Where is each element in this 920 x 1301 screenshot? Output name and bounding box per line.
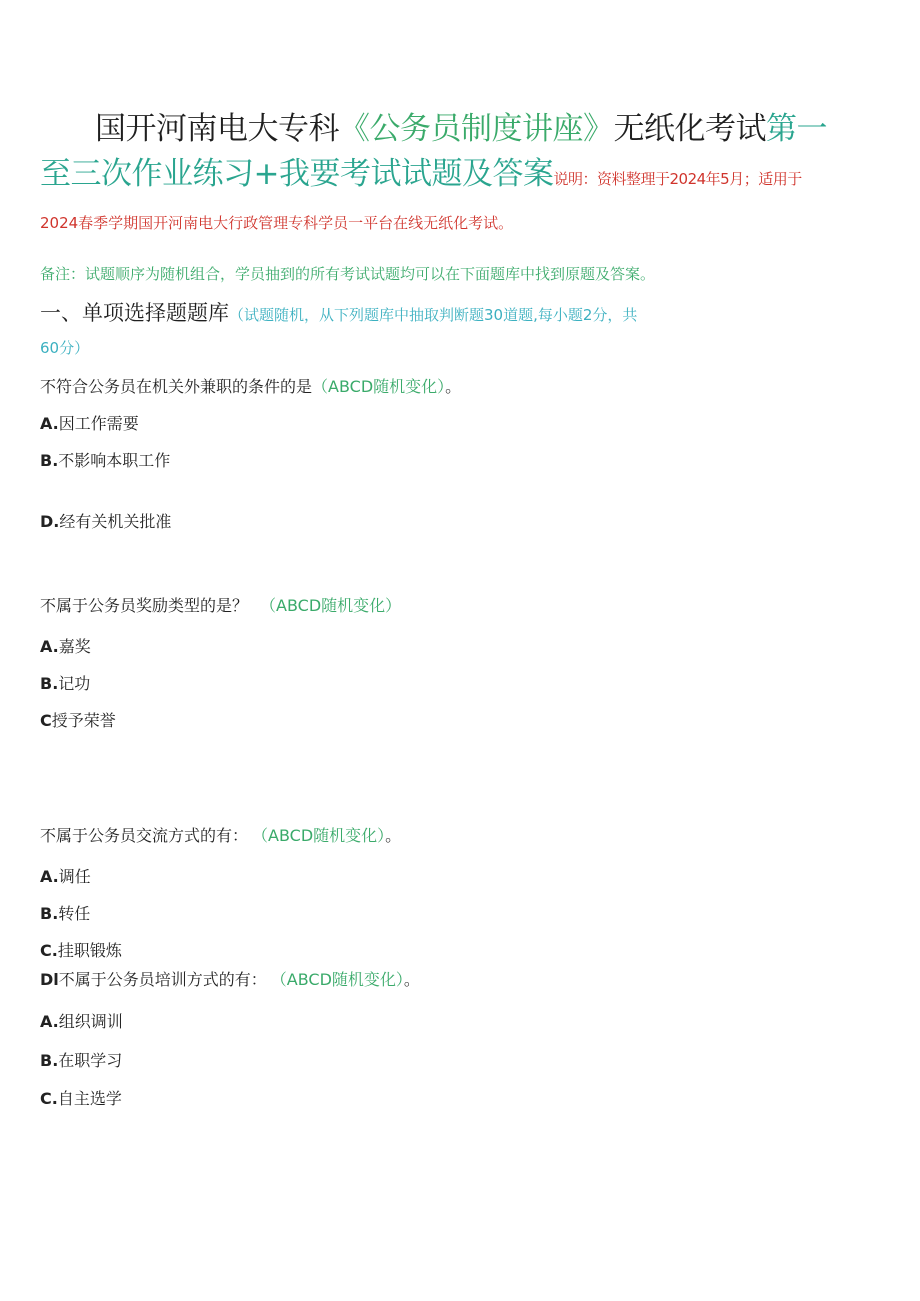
- option-text: 自主选学: [57, 1089, 122, 1108]
- answer-option: [40, 708, 116, 731]
- option-letter: B.: [40, 674, 59, 693]
- option-text: 挂职锻炼: [57, 941, 122, 960]
- question-text: 不属于公务员交流方式的有：: [40, 826, 249, 845]
- option-letter: A.: [40, 867, 59, 886]
- answer-option: [40, 1086, 122, 1109]
- option-letter: A.: [40, 414, 59, 433]
- option-letter: C.: [40, 1089, 58, 1108]
- option-text: 授予荣誉: [51, 711, 116, 730]
- question-text: 不符合公务员在机关外兼职的条件的是: [40, 377, 313, 396]
- question-tail: 。: [385, 826, 402, 845]
- title-segment: 至三次作业练习+我要考试试题及答案: [40, 156, 554, 192]
- question-prefix: Dl: [40, 970, 59, 989]
- option-letter: A.: [40, 637, 59, 656]
- section-note-continued: 60分）: [40, 339, 90, 357]
- question-text: 不属于公务员奖励类型的是？: [40, 596, 249, 615]
- remark-text: 备注：试题顺序为随机组合，学员抽到的所有考试试题均可以在下面题库中找到原题及答案。: [40, 265, 656, 283]
- title-segment: 第一: [766, 111, 827, 147]
- title-course-name: 《公务员制度讲座》: [339, 111, 614, 147]
- option-text: 在职学习: [58, 1051, 123, 1070]
- question-tail: 。: [445, 377, 462, 396]
- question-tag: （ABCD随机变化）: [312, 377, 446, 396]
- option-letter: C.: [40, 941, 58, 960]
- option-letter: D.: [40, 512, 60, 531]
- question-stem: [40, 374, 461, 397]
- answer-option: [40, 448, 170, 471]
- answer-option: [40, 634, 91, 657]
- option-letter: B.: [40, 1051, 59, 1070]
- document-title-line-1: [95, 108, 827, 150]
- option-text: 嘉奖: [58, 637, 91, 656]
- option-text: 不影响本职工作: [58, 451, 171, 470]
- question-stem: [40, 967, 420, 990]
- option-text: 调任: [58, 867, 91, 886]
- answer-option: [40, 864, 91, 887]
- option-text: 转任: [58, 904, 91, 923]
- option-letter: A.: [40, 1012, 59, 1031]
- title-segment: 无纸化考试: [613, 111, 766, 147]
- question-stem: [40, 823, 401, 846]
- option-text: 因工作需要: [58, 414, 139, 433]
- question-stem: [40, 593, 401, 616]
- section-heading: [40, 297, 637, 327]
- title-segment: 国开河南电大专科: [95, 111, 339, 147]
- option-text: 记功: [58, 674, 91, 693]
- answer-option: [40, 1009, 123, 1032]
- option-text: 组织调训: [58, 1012, 123, 1031]
- question-tag: （ABCD随机变化）: [278, 970, 404, 989]
- option-text: 经有关机关批准: [59, 512, 172, 531]
- answer-option: [40, 901, 90, 924]
- answer-option: [40, 671, 90, 694]
- question-tag: （ABCD随机变化）: [260, 826, 386, 845]
- question-text: 不属于公务员培训方式的有：: [58, 970, 267, 989]
- option-letter: B.: [40, 451, 59, 470]
- document-title-line-2: [40, 153, 802, 200]
- section-note: （试题随机，从下列题库中抽取判断题30道题,每小题2分，共: [229, 306, 638, 324]
- answer-option: [40, 1048, 122, 1071]
- option-letter: B.: [40, 904, 59, 923]
- question-tail: 。: [403, 970, 420, 989]
- section-heading-text: 一、单项选择题题库: [40, 301, 229, 325]
- answer-option: [40, 411, 139, 434]
- title-note-continued: 2024春季学期国开河南电大行政管理专科学员一平台在线无纸化考试。: [40, 214, 514, 232]
- answer-option: [40, 938, 122, 961]
- answer-option: [40, 509, 171, 532]
- option-letter: C: [40, 711, 52, 730]
- question-tag: （ABCD随机变化）: [260, 596, 402, 615]
- title-note: 说明：资料整理于2024年5月；适用于: [553, 170, 802, 188]
